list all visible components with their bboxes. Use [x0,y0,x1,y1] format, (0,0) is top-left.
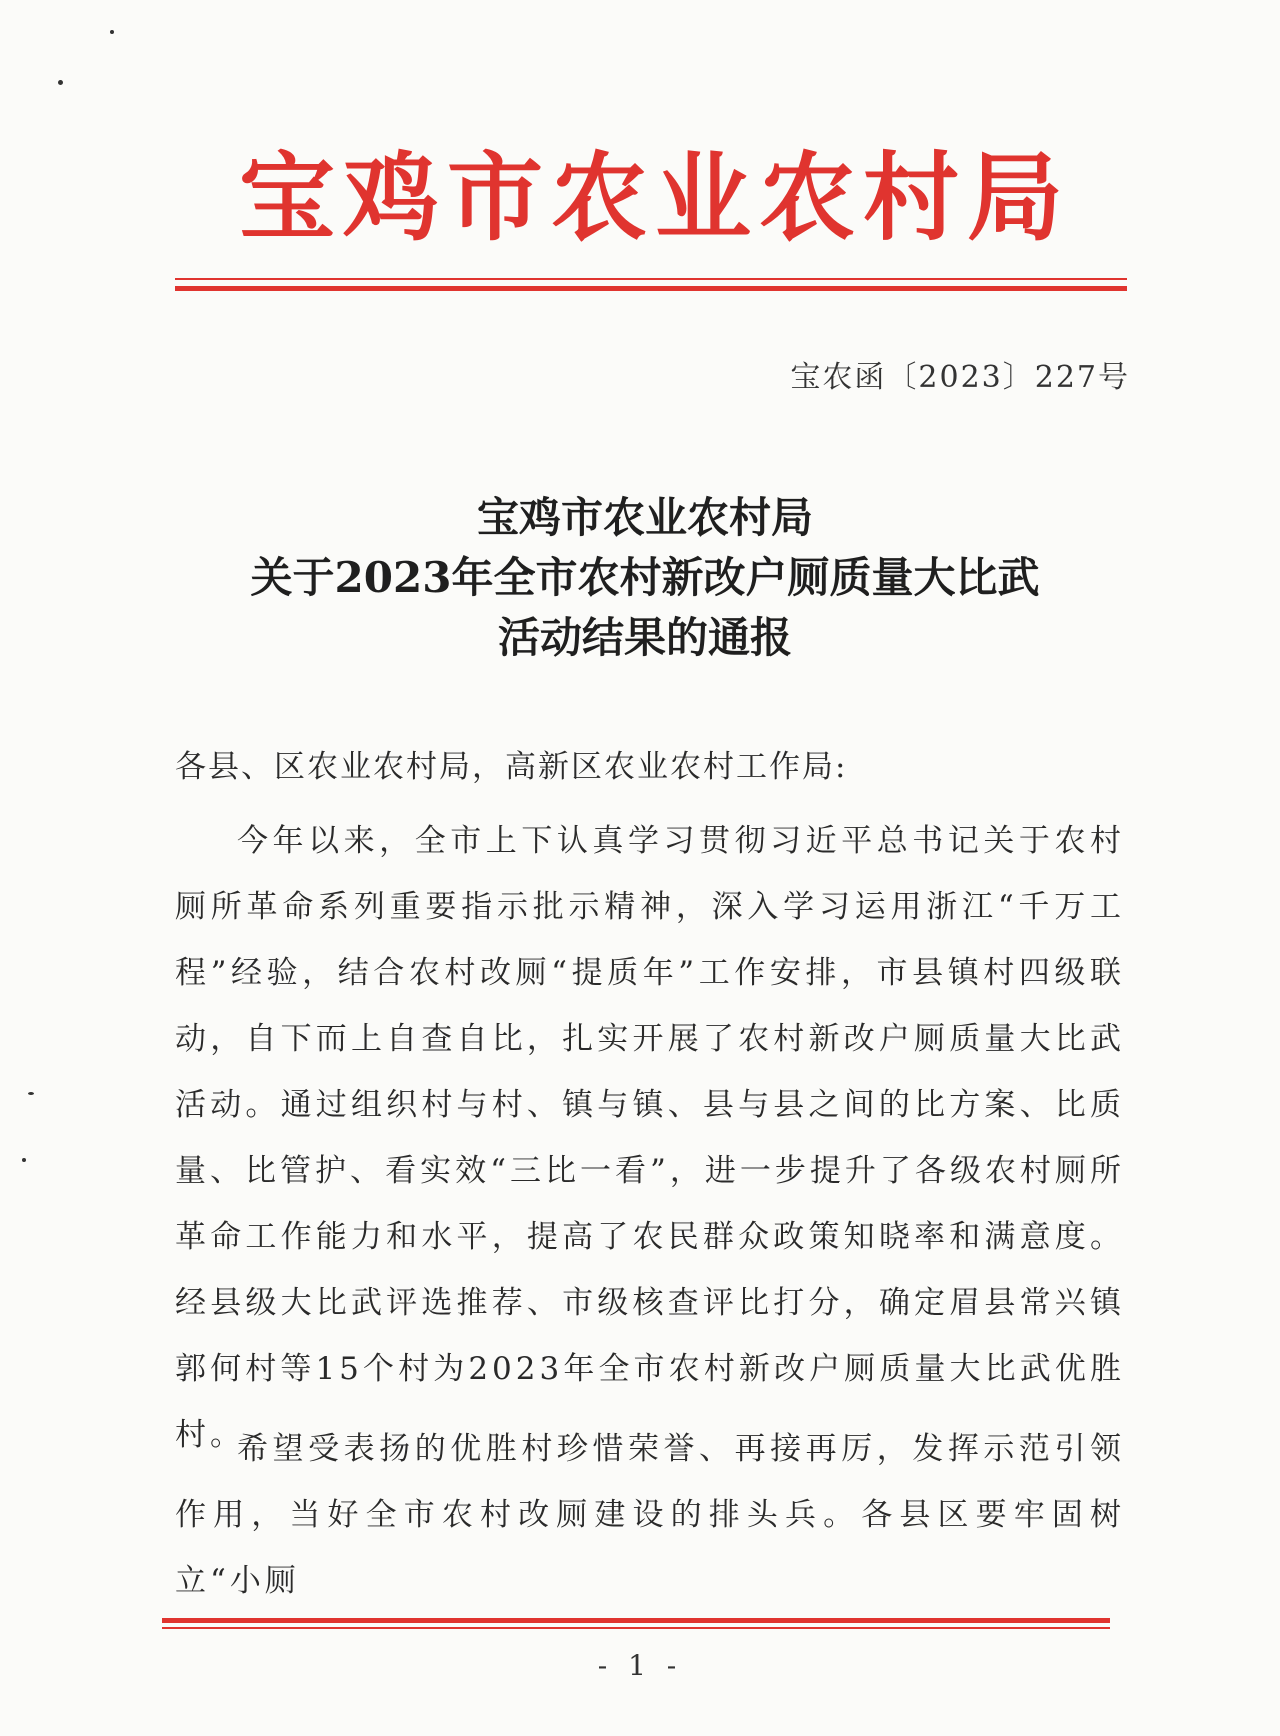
title-line: 宝鸡市农业农村局 [476,493,813,542]
scan-speck [28,1092,34,1095]
footer-rule-thick [162,1618,1110,1623]
letterhead-rule-thick [175,286,1127,291]
letterhead-rule-thin [175,278,1127,280]
body-paragraph: 今年以来，全市上下认真学习贯彻习近平总书记关于农村厕所革命系列重要指示批示精神，深入学习运用浙江“千万工程”经验，结合农村改厕“提质年”工作安排，市县镇村四级联动，自下而上自查自比，扎实开展了农村新改户厕质量大比武活动。通过组织村与村、镇与镇、县与县之间的比方案、比质量、比管护、看实效“三比一看”，进一步提升了各级农村厕所革命工作能力和水平，提高了农民群众政策知晓率和满意度。经县级大比武评选推荐、市级核查评比打分，确定眉县常兴镇郭何村等15个村为2023年全市农村新改户厕质量大比武优胜村。 [175,823,1125,1453]
document-number: 宝农函〔2023〕227号 [790,360,1130,395]
scan-speck [58,80,63,85]
document-title [150,488,1140,668]
footer-rule-thin [162,1627,1110,1629]
scan-speck [22,1158,26,1162]
title-line: 活动结果的通报 [497,613,792,662]
salutation: 各县、区农业农村局，高新区农业农村工作局: [175,749,848,785]
scan-speck [110,30,114,34]
body-paragraph: 希望受表扬的优胜村珍惜荣誉、再接再厉，发挥示范引领作用，当好全市农村改厕建设的排头兵。各县区要牢固树立“小厕 [175,1431,1125,1599]
title-line: 关于2023年全市农村新改户厕质量大比武 [250,553,1040,602]
letterhead-organization-name: 宝鸡市农业农村局 [239,142,1071,254]
page-number: - 1 - [597,1649,683,1682]
